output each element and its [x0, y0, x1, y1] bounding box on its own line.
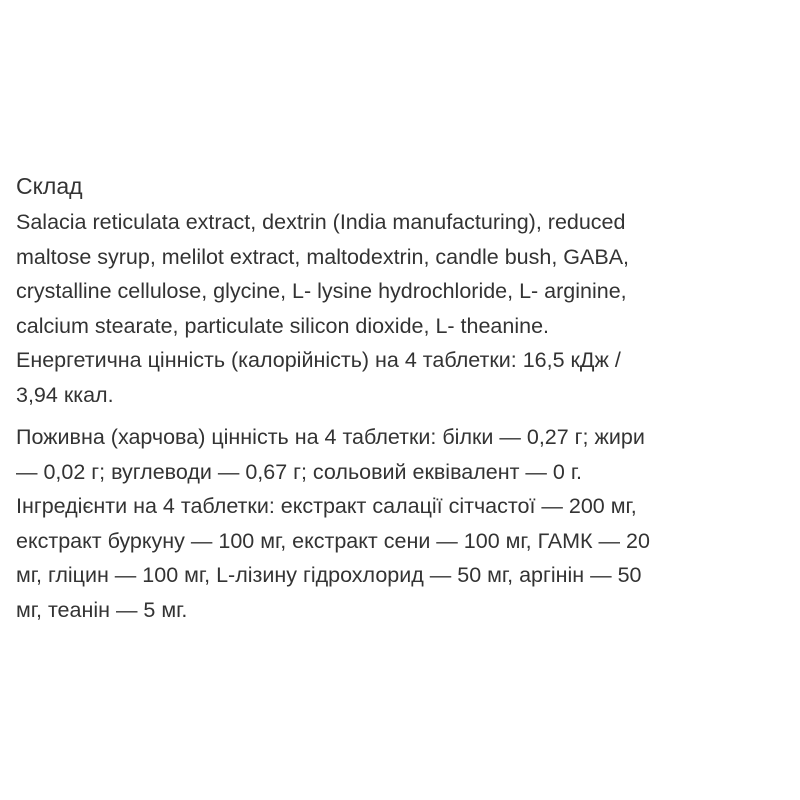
ingredients-line: мг, гліцин — 100 мг, L-лізину гідрохлорид — 50 мг, аргінін — 50: [16, 563, 642, 587]
ingredients-line: мг, теанін — 5 мг.: [16, 597, 188, 622]
nutrition-paragraph: [16, 420, 788, 627]
composition-line: maltose syrup, melilot extract, maltodextrin, candle bush, GABA,: [16, 244, 630, 269]
energy-line: Енергетична цінність (калорійність) на 4 таблетки: 16,5 кДж /: [16, 348, 621, 372]
nutrition-line: — 0,02 г; вуглеводи — 0,67 г; сольовий еквівалент — 0 г.: [16, 459, 583, 484]
composition-line: Salacia reticulata extract, dextrin (India manufacturing), reduced: [16, 210, 626, 234]
composition-line: crystalline cellulose, glycine, L- lysine hydrochloride, L- arginine,: [16, 279, 627, 303]
composition-line: calcium stearate, particulate silicon dioxide, L- theanine.: [16, 313, 550, 338]
composition-document: [16, 170, 788, 627]
nutrition-line: Поживна (харчова) цінність на 4 таблетки: білки — 0,27 г; жири: [16, 425, 645, 449]
ingredients-line: екстракт буркуну — 100 мг, екстракт сени — 100 мг, ГАМК — 20: [16, 528, 650, 553]
composition-paragraph: [16, 205, 788, 343]
energy-line: 3,94 ккал.: [16, 382, 114, 407]
composition-heading: Склад: [16, 173, 83, 199]
ingredients-line: Інгредієнти на 4 таблетки: екстракт салації сітчастої — 200 мг,: [16, 494, 637, 518]
energy-value-paragraph: [16, 343, 788, 412]
